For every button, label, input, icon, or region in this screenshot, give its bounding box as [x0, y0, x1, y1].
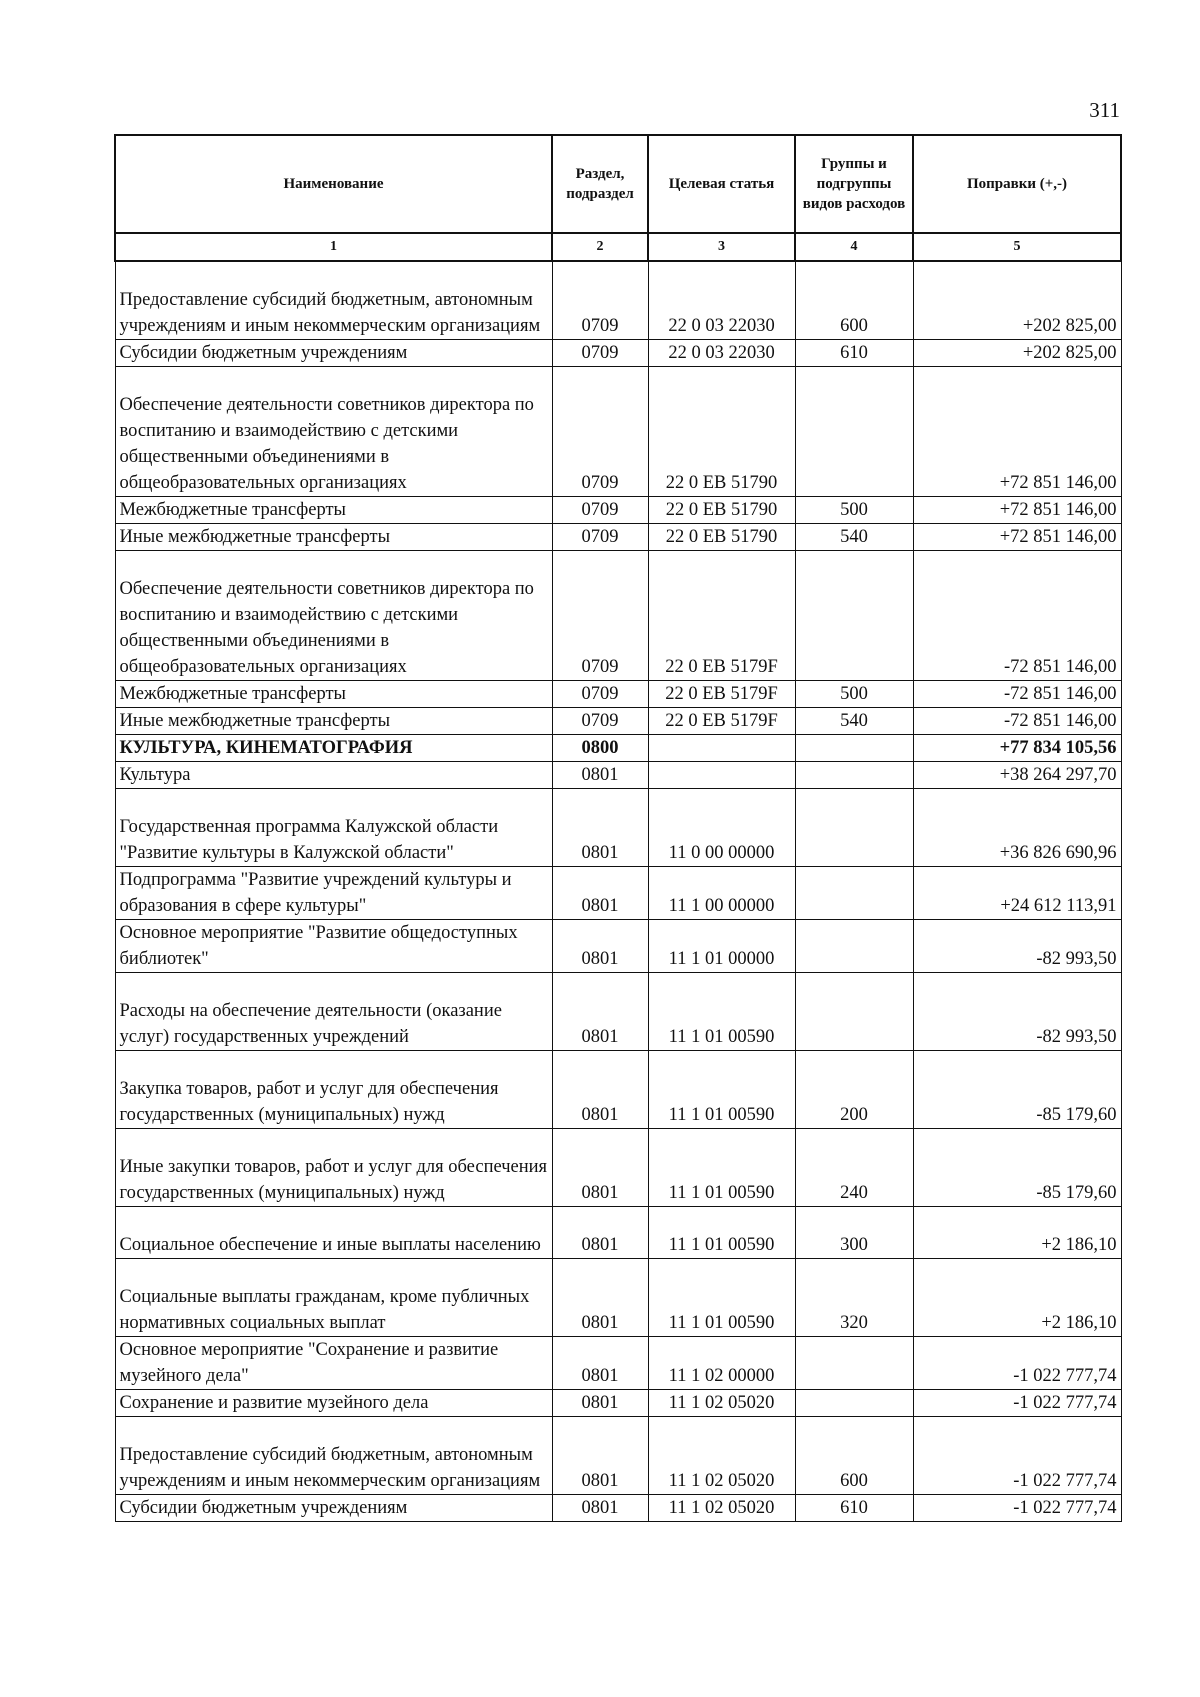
row-target: 22 0 03 22030: [648, 339, 795, 366]
row-target: 22 0 EВ 5179F: [648, 680, 795, 707]
row-target: 11 1 00 00000: [648, 866, 795, 919]
header-row: [115, 135, 1121, 233]
table-row: [115, 680, 1121, 707]
row-name: Межбюджетные трансферты: [115, 680, 552, 707]
row-group: [795, 919, 913, 972]
row-amount: +36 826 690,96: [913, 788, 1121, 866]
row-amount: -82 993,50: [913, 972, 1121, 1050]
row-section: 0801: [552, 1416, 648, 1494]
table-row: [115, 550, 1121, 680]
row-name: Предоставление субсидий бюджетным, автономным учреждениям и иным некоммерческим организациям: [115, 261, 552, 339]
header-number: 5: [913, 233, 1121, 261]
row-group: 600: [795, 261, 913, 339]
row-section: 0709: [552, 680, 648, 707]
row-target: 11 1 01 00590: [648, 1128, 795, 1206]
table-row: [115, 788, 1121, 866]
row-target: [648, 734, 795, 761]
row-group: 300: [795, 1206, 913, 1258]
table-row: [115, 1128, 1121, 1206]
row-name: Обеспечение деятельности советников директора по воспитанию и взаимодействию с детскими общественными объединениями в общеобразовательных организациях: [115, 550, 552, 680]
table-row: [115, 707, 1121, 734]
row-group: 500: [795, 496, 913, 523]
header-groups: Группы и подгруппы видов расходов: [795, 135, 913, 233]
row-name: Социальные выплаты гражданам, кроме публичных нормативных социальных выплат: [115, 1258, 552, 1336]
row-target: 22 0 EВ 51790: [648, 496, 795, 523]
row-section: 0801: [552, 1494, 648, 1521]
row-group: [795, 550, 913, 680]
table-row: [115, 734, 1121, 761]
row-section: 0801: [552, 1206, 648, 1258]
row-target: 11 1 02 05020: [648, 1494, 795, 1521]
row-target: 22 0 EВ 51790: [648, 366, 795, 496]
row-section: 0709: [552, 707, 648, 734]
row-amount: -72 851 146,00: [913, 550, 1121, 680]
header-number: 1: [115, 233, 552, 261]
row-group: [795, 366, 913, 496]
header-number: 4: [795, 233, 913, 261]
row-group: [795, 866, 913, 919]
row-section: 0709: [552, 261, 648, 339]
row-amount: +202 825,00: [913, 339, 1121, 366]
row-target: 22 0 03 22030: [648, 261, 795, 339]
row-target: 11 1 02 05020: [648, 1416, 795, 1494]
row-group: 500: [795, 680, 913, 707]
row-name: Сохранение и развитие музейного дела: [115, 1389, 552, 1416]
header-numbers-row: [115, 233, 1121, 261]
row-name: Обеспечение деятельности советников директора по воспитанию и взаимодействию с детскими общественными объединениями в общеобразовательных организациях: [115, 366, 552, 496]
row-target: [648, 761, 795, 788]
table-row: [115, 1206, 1121, 1258]
table-row: [115, 366, 1121, 496]
row-amount: -1 022 777,74: [913, 1416, 1121, 1494]
row-name: Субсидии бюджетным учреждениям: [115, 1494, 552, 1521]
row-target: 22 0 EВ 51790: [648, 523, 795, 550]
row-group: 600: [795, 1416, 913, 1494]
row-section: 0801: [552, 788, 648, 866]
row-name: Подпрограмма "Развитие учреждений культуры и образования в сфере культуры": [115, 866, 552, 919]
row-section: 0801: [552, 1128, 648, 1206]
row-amount: +72 851 146,00: [913, 523, 1121, 550]
row-amount: +72 851 146,00: [913, 366, 1121, 496]
row-amount: +38 264 297,70: [913, 761, 1121, 788]
table-row: [115, 1494, 1121, 1521]
table-row: [115, 261, 1121, 339]
row-name: Государственная программа Калужской области "Развитие культуры в Калужской области": [115, 788, 552, 866]
table-row: [115, 1050, 1121, 1128]
row-group: [795, 788, 913, 866]
row-name: Иные межбюджетные трансферты: [115, 707, 552, 734]
row-amount: +77 834 105,56: [913, 734, 1121, 761]
table-row: [115, 761, 1121, 788]
table-row: [115, 866, 1121, 919]
table-row: [115, 919, 1121, 972]
row-name: КУЛЬТУРА, КИНЕМАТОГРАФИЯ: [115, 734, 552, 761]
header-name: Наименование: [115, 135, 552, 233]
row-target: 22 0 EВ 5179F: [648, 550, 795, 680]
row-name: Иные межбюджетные трансферты: [115, 523, 552, 550]
row-section: 0801: [552, 761, 648, 788]
header-number: 2: [552, 233, 648, 261]
row-group: 540: [795, 707, 913, 734]
row-section: 0801: [552, 866, 648, 919]
row-group: 240: [795, 1128, 913, 1206]
row-name: Расходы на обеспечение деятельности (оказание услуг) государственных учреждений: [115, 972, 552, 1050]
row-amount: -72 851 146,00: [913, 680, 1121, 707]
row-target: 11 1 02 05020: [648, 1389, 795, 1416]
row-name: Основное мероприятие "Развитие общедоступных библиотек": [115, 919, 552, 972]
header-section: Раздел, подраздел: [552, 135, 648, 233]
row-amount: -1 022 777,74: [913, 1336, 1121, 1389]
table-row: [115, 523, 1121, 550]
row-amount: +24 612 113,91: [913, 866, 1121, 919]
row-section: 0801: [552, 1389, 648, 1416]
table-row: [115, 1336, 1121, 1389]
row-section: 0801: [552, 1050, 648, 1128]
row-section: 0801: [552, 1258, 648, 1336]
row-target: 22 0 EВ 5179F: [648, 707, 795, 734]
row-section: 0801: [552, 1336, 648, 1389]
row-name: Основное мероприятие "Сохранение и развитие музейного дела": [115, 1336, 552, 1389]
row-group: 610: [795, 339, 913, 366]
row-group: [795, 761, 913, 788]
row-group: [795, 1336, 913, 1389]
row-group: [795, 1389, 913, 1416]
page-number: 311: [1089, 98, 1120, 122]
row-section: 0709: [552, 550, 648, 680]
row-section: 0800: [552, 734, 648, 761]
row-name: Межбюджетные трансферты: [115, 496, 552, 523]
table-row: [115, 496, 1121, 523]
table-row: [115, 1389, 1121, 1416]
row-amount: -1 022 777,74: [913, 1494, 1121, 1521]
row-amount: -85 179,60: [913, 1050, 1121, 1128]
row-amount: -82 993,50: [913, 919, 1121, 972]
row-group: 610: [795, 1494, 913, 1521]
row-target: 11 1 01 00590: [648, 1206, 795, 1258]
header-number: 3: [648, 233, 795, 261]
row-group: 200: [795, 1050, 913, 1128]
row-amount: +202 825,00: [913, 261, 1121, 339]
row-group: [795, 972, 913, 1050]
row-group: [795, 734, 913, 761]
header-target: Целевая статья: [648, 135, 795, 233]
row-name: Предоставление субсидий бюджетным, автономным учреждениям и иным некоммерческим организациям: [115, 1416, 552, 1494]
row-name: Социальное обеспечение и иные выплаты населению: [115, 1206, 552, 1258]
row-amount: +2 186,10: [913, 1258, 1121, 1336]
row-target: 11 0 00 00000: [648, 788, 795, 866]
row-name: Культура: [115, 761, 552, 788]
row-section: 0709: [552, 339, 648, 366]
row-amount: -1 022 777,74: [913, 1389, 1121, 1416]
row-amount: +2 186,10: [913, 1206, 1121, 1258]
header-amendments: Поправки (+,-): [913, 135, 1121, 233]
row-group: 320: [795, 1258, 913, 1336]
row-amount: -72 851 146,00: [913, 707, 1121, 734]
row-section: 0709: [552, 496, 648, 523]
table-row: [115, 1258, 1121, 1336]
row-name: Иные закупки товаров, работ и услуг для обеспечения государственных (муниципальных) нужд: [115, 1128, 552, 1206]
row-name: Закупка товаров, работ и услуг для обеспечения государственных (муниципальных) нужд: [115, 1050, 552, 1128]
table-body: [115, 261, 1121, 1521]
row-section: 0801: [552, 972, 648, 1050]
table-row: [115, 972, 1121, 1050]
row-target: 11 1 01 00000: [648, 919, 795, 972]
row-section: 0801: [552, 919, 648, 972]
row-amount: -85 179,60: [913, 1128, 1121, 1206]
row-target: 11 1 01 00590: [648, 1258, 795, 1336]
budget-amendments-table: [114, 134, 1122, 1522]
row-section: 0709: [552, 366, 648, 496]
table-row: [115, 339, 1121, 366]
row-name: Субсидии бюджетным учреждениям: [115, 339, 552, 366]
row-group: 540: [795, 523, 913, 550]
row-section: 0709: [552, 523, 648, 550]
row-target: 11 1 02 00000: [648, 1336, 795, 1389]
table-row: [115, 1416, 1121, 1494]
row-target: 11 1 01 00590: [648, 972, 795, 1050]
row-amount: +72 851 146,00: [913, 496, 1121, 523]
row-target: 11 1 01 00590: [648, 1050, 795, 1128]
